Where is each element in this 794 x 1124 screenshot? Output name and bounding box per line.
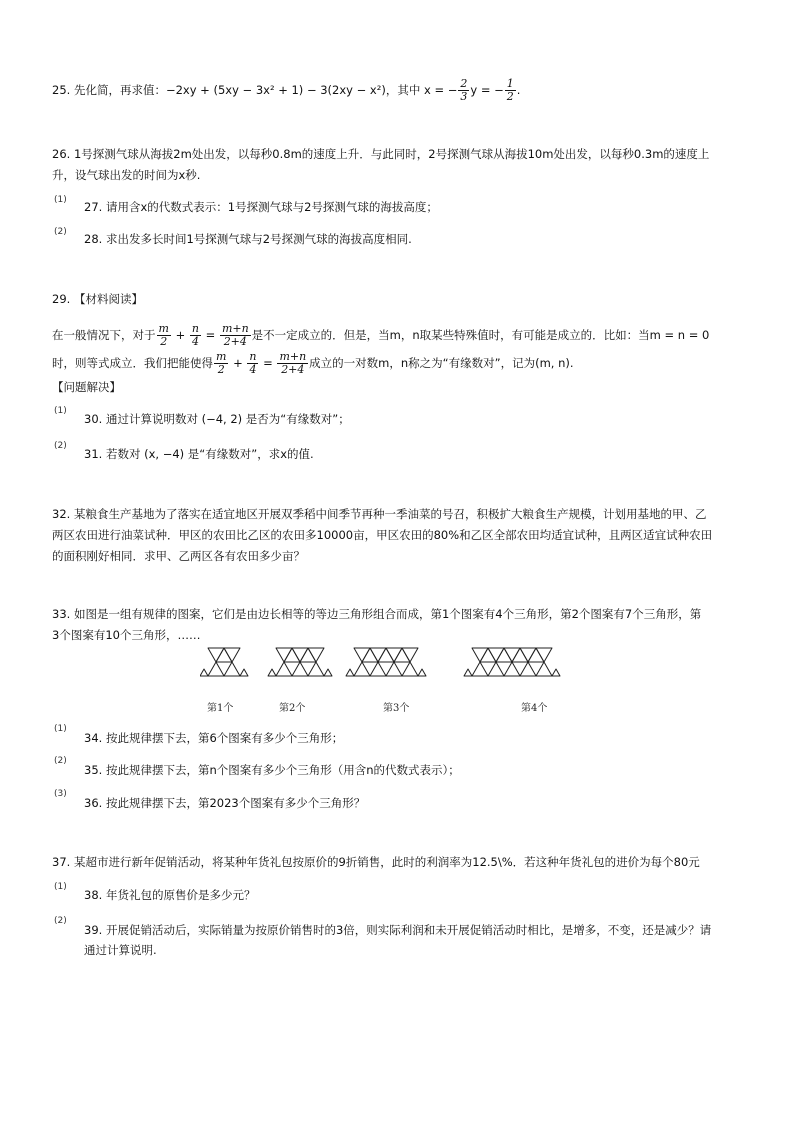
- problem-solving-heading: 【问题解决】: [52, 380, 121, 394]
- pattern-2: [268, 648, 332, 676]
- q29-sub2-marker: (2): [54, 441, 67, 451]
- q33-sub3-marker: (3): [54, 789, 67, 799]
- question-39-line-2: 通过计算说明.: [84, 943, 157, 957]
- question-28: 28. 求出发多长时间1号探测气球与2号探测气球的海拔高度相同.: [84, 232, 412, 246]
- q33-sub1-marker: (1): [54, 724, 67, 734]
- figure-caption-2: 第2个: [279, 703, 306, 714]
- question-29-title: 29. 【材料阅读】: [52, 292, 143, 306]
- question-30: 30. 通过计算说明数对 (−4, 2) 是否为“有缘数对”；: [84, 412, 350, 426]
- question-26-line-2: 升，设气球出发的时间为x秒.: [52, 168, 201, 182]
- question-34: 34. 按此规律摆下去，第6个图案有多少个三角形；: [84, 731, 344, 745]
- figure-caption-4: 第4个: [521, 703, 548, 714]
- question-38: 38. 年货礼包的原售价是多少元？: [84, 888, 256, 902]
- question-29-para-2: 时，则等式成立．我们把能使得 $\frac{m}{2}$ + $\frac{n}{4}$ = $\frac{m+n}{2+4}$ 成立的一对数m，n称之为“有缘数对”，记为(m, n).: [52, 350, 574, 376]
- pattern-4: [464, 648, 560, 676]
- question-39-line-1: 39. 开展促销活动后，实际销量为按原价销售时的3倍，则实际利润和未开展促销活动时相比，是增多，不变，还是减少？请: [84, 923, 712, 937]
- question-35: 35. 按此规律摆下去，第n个图案有多少个三角形（用含n的代数式表示）；: [84, 763, 460, 777]
- question-27: 27. 请用含x的代数式表示：1号探测气球与2号探测气球的海拔高度；: [84, 200, 438, 214]
- question-29-para-1: 在一般情况下，对于 $\frac{m}{2}$ + $\frac{n}{4}$ = $\frac{m+n}{2+4}$ 是不一定成立的．但是，当m，n取某些特殊值时，有可能是成立的．比如：当m = n = 0: [52, 322, 710, 348]
- q37-sub1-marker: (1): [54, 882, 67, 892]
- q33-sub2-marker: (2): [54, 756, 67, 766]
- question-32-line-1: 32. 某粮食生产基地为了落实在适宜地区开展双季稻中间季节再种一季油菜的号召，积极扩大粮食生产规模，计划用基地的甲、乙: [52, 507, 707, 521]
- pattern-1: [200, 648, 248, 676]
- question-36: 36. 按此规律摆下去，第2023个图案有多少个三角形？: [84, 796, 366, 810]
- q26-sub2-marker: (2): [54, 227, 67, 237]
- figure-caption-1: 第1个: [207, 703, 234, 714]
- question-25: 25. 先化简，再求值：−2xy + (5xy − 3x² + 1) − 3(2xy − x²)，其中 x = − $\frac{2}{3}$ y = − $\frac{1}{2}$ .: [52, 77, 521, 103]
- pattern-3: [346, 648, 426, 676]
- q26-sub1-marker: (1): [54, 195, 67, 205]
- question-33-line-2: 3个图案有10个三角形，……: [52, 628, 201, 642]
- q25-mid: y = −: [470, 83, 504, 97]
- q25-text: 25. 先化简，再求值：−2xy + (5xy − 3x² + 1) − 3(2xy − x²)，其中 x = −: [52, 83, 458, 97]
- q25-fraction-1: $\frac{2}{3}$: [460, 77, 468, 103]
- question-31: 31. 若数对 (x, −4) 是“有缘数对”，求x的值.: [84, 447, 314, 461]
- question-32-line-2: 两区农田进行油菜试种．甲区的农田比乙区的农田多10000亩，甲区农田的80%和乙区全部农田均适宜试种，且两区适宜试种农田: [52, 528, 713, 542]
- q37-sub2-marker: (2): [54, 916, 67, 926]
- question-26-line-1: 26. 1号探测气球从海拔2m处出发，以每秒0.8m的速度上升．与此同时，2号探测气球从海拔10m处出发，以每秒0.3m的速度上: [52, 147, 710, 161]
- question-37: 37. 某超市进行新年促销活动，将某种年货礼包按原价的9折销售，此时的利润率为12.5\%．若这种年货礼包的进价为每个80元: [52, 855, 700, 869]
- question-33-line-1: 33. 如图是一组有规律的图案，它们是由边长相等的等边三角形组合而成，第1个图案有4个三角形，第2个图案有7个三角形，第: [52, 607, 702, 621]
- triangle-pattern-figure: [200, 646, 604, 690]
- question-32-line-3: 的面积刚好相同．求甲、乙两区各有农田多少亩？: [52, 549, 305, 563]
- q25-fraction-2: $\frac{1}{2}$: [506, 77, 514, 103]
- figure-caption-3: 第3个: [383, 703, 410, 714]
- q29-sub1-marker: (1): [54, 406, 67, 416]
